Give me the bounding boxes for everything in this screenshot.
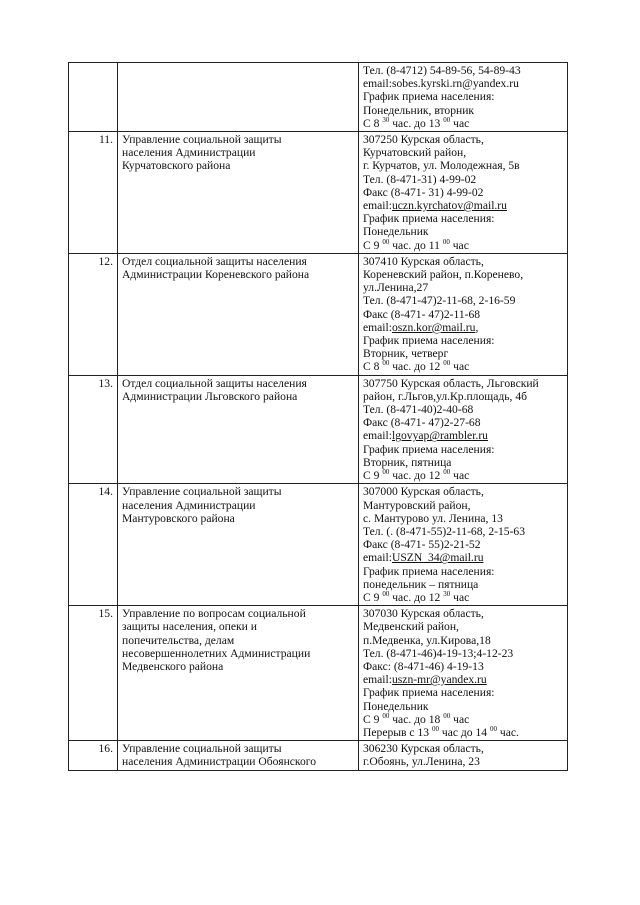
contact-line: Факс: (8-471-46) 4-19-13 [363, 659, 484, 673]
row-number: 12. [69, 253, 118, 375]
contact-line: Тел. (. (8-471-55)2-11-68, 2-15-63 [363, 524, 526, 538]
contact-line: Мантуровский район, [363, 498, 471, 512]
row-number: 16. [69, 741, 118, 770]
office-name-line: Управление социальной защиты [122, 133, 282, 147]
office-name-line: населения Администрации [122, 498, 256, 512]
contact-line: Тел. (8-471-31) 4-99-02 [363, 172, 477, 186]
office-contacts [359, 606, 568, 741]
contact-line: email:USZN_34@mail.ru [363, 551, 484, 565]
row-number [69, 63, 118, 132]
office-name-line: Отдел социальной защиты населения [122, 254, 307, 268]
contact-line: Медвенский район, [363, 620, 459, 634]
contact-line: Понедельник [363, 225, 429, 239]
office-name-line: защиты населения, опеки и [122, 620, 257, 634]
table-row [69, 375, 568, 484]
contact-line: С 9 $^{00}$ час. до 12 $^{00}$ час [363, 469, 470, 483]
office-contacts [359, 132, 568, 254]
contact-line: email:oszn.kor@mail.ru, [363, 320, 479, 334]
contact-line: График приема населения: [363, 564, 495, 578]
contact-line: С 9 $^{00}$ час. до 12 $^{30}$ час [363, 590, 470, 604]
office-name-line: Управление социальной защиты [122, 742, 282, 756]
contact-line: Тел. (8-4712) 54-89-56, 54-89-43 [363, 64, 521, 77]
office-name [118, 741, 359, 770]
office-contacts [359, 63, 568, 132]
office-contacts [359, 375, 568, 484]
contact-line: Кореневский район, п.Коренево, [363, 268, 524, 282]
office-table [68, 62, 568, 771]
contact-line: График приема населения: [363, 212, 495, 226]
contact-line: Тел. (8-471-47)2-11-68, 2-16-59 [363, 294, 516, 308]
contact-line: 307750 Курская область, Льговский [363, 376, 539, 390]
office-name [118, 63, 359, 132]
contact-line: Понедельник, вторник [363, 103, 475, 117]
contact-line: Факс (8-471- 47)2-27-68 [363, 416, 481, 430]
contact-line: Факс (8-471- 31) 4-99-02 [363, 185, 484, 199]
contact-line: Перерыв с 13 $^{00}$ час до 14 $^{00}$ час. [363, 725, 519, 739]
contact-line: Факс (8-471- 47)2-11-68 [363, 307, 481, 321]
contact-line: Вторник, пятница [363, 455, 452, 469]
office-name [118, 375, 359, 484]
contact-line: с. Мантурово ул. Ленина, 13 [363, 511, 503, 525]
office-name-line: Мантуровского района [122, 511, 235, 525]
contact-line: С 8 $^{30}$ час. до 13 $^{00}$ час [363, 116, 470, 130]
office-name-line: Администрации Льговского района [122, 389, 298, 403]
office-name-line: несовершеннолетних Администрации [122, 646, 311, 660]
contact-line: email:uczn.kyrchatov@mail.ru [363, 199, 507, 213]
contact-line: С 9 $^{00}$ час. до 18 $^{00}$ час [363, 712, 470, 726]
contact-line: п.Медвенка, ул.Кирова,18 [363, 633, 491, 647]
office-contacts [359, 741, 568, 770]
contact-line: Вторник, четверг [363, 347, 449, 361]
contact-line: email:lgovyap@rambler.ru [363, 429, 488, 443]
contact-line: email:sobes.kyrski.rn@yandex.ru [363, 77, 519, 91]
office-name-line: Управление по вопросам социальной [122, 607, 306, 621]
table-row [69, 63, 568, 132]
table-row [69, 253, 568, 375]
contact-line: График приема населения: [363, 686, 495, 700]
contact-line: email:uszn-mr@yandex.ru [363, 673, 487, 687]
office-name [118, 484, 359, 606]
office-name [118, 253, 359, 375]
contact-line: С 8 $^{00}$ час. до 12 $^{00}$ час [363, 360, 470, 374]
contact-line: 307250 Курская область, [363, 133, 484, 147]
table-row [69, 132, 568, 254]
office-name-line: Отдел социальной защиты населения [122, 376, 307, 390]
office-name-line: Курчатовского района [122, 159, 231, 173]
office-name-line: населения Администрации Обоянского [122, 755, 317, 769]
contact-line: Курчатовский район, [363, 146, 467, 160]
contact-line: График приема населения: [363, 334, 495, 348]
office-table-body [69, 63, 568, 771]
office-name-line: попечительства, делам [122, 633, 235, 647]
office-name-line: Управление социальной защиты [122, 485, 282, 499]
row-number: 11. [69, 132, 118, 254]
contact-line: г.Обоянь, ул.Ленина, 23 [363, 755, 480, 769]
contact-line: Понедельник [363, 699, 429, 713]
contact-line: район, г.Льгов,ул.Кр.площадь, 4б [363, 389, 528, 403]
table-row [69, 484, 568, 606]
row-number: 14. [69, 484, 118, 606]
office-name [118, 606, 359, 741]
contact-line: 307030 Курская область, [363, 607, 484, 621]
contact-line: Тел. (8-471-46)4-19-13;4-12-23 [363, 646, 514, 660]
office-name-line: населения Администрации [122, 146, 256, 160]
office-name-line: Администрации Кореневского района [122, 268, 310, 282]
contact-line: ул.Ленина,27 [363, 281, 429, 295]
office-name [118, 132, 359, 254]
contact-line: г. Курчатов, ул. Молодежная, 5в [363, 159, 520, 173]
contact-line: 306230 Курская область, [363, 742, 484, 756]
contact-line: С 9 $^{00}$ час. до 11 $^{00}$ час [363, 238, 469, 252]
contact-line: График приема населения: [363, 90, 495, 104]
contact-line: Тел. (8-471-40)2-40-68 [363, 403, 474, 417]
office-name-line: Медвенского района [122, 659, 224, 673]
office-contacts [359, 484, 568, 606]
contact-line: 307410 Курская область, [363, 254, 484, 268]
contact-line: График приема населения: [363, 442, 495, 456]
contact-line: понедельник – пятница [363, 577, 479, 591]
office-contacts [359, 253, 568, 375]
table-row [69, 741, 568, 770]
contact-line: Факс (8-471- 55)2-21-52 [363, 538, 481, 552]
row-number: 13. [69, 375, 118, 484]
contact-line: 307000 Курская область, [363, 485, 484, 499]
table-row [69, 606, 568, 741]
row-number: 15. [69, 606, 118, 741]
